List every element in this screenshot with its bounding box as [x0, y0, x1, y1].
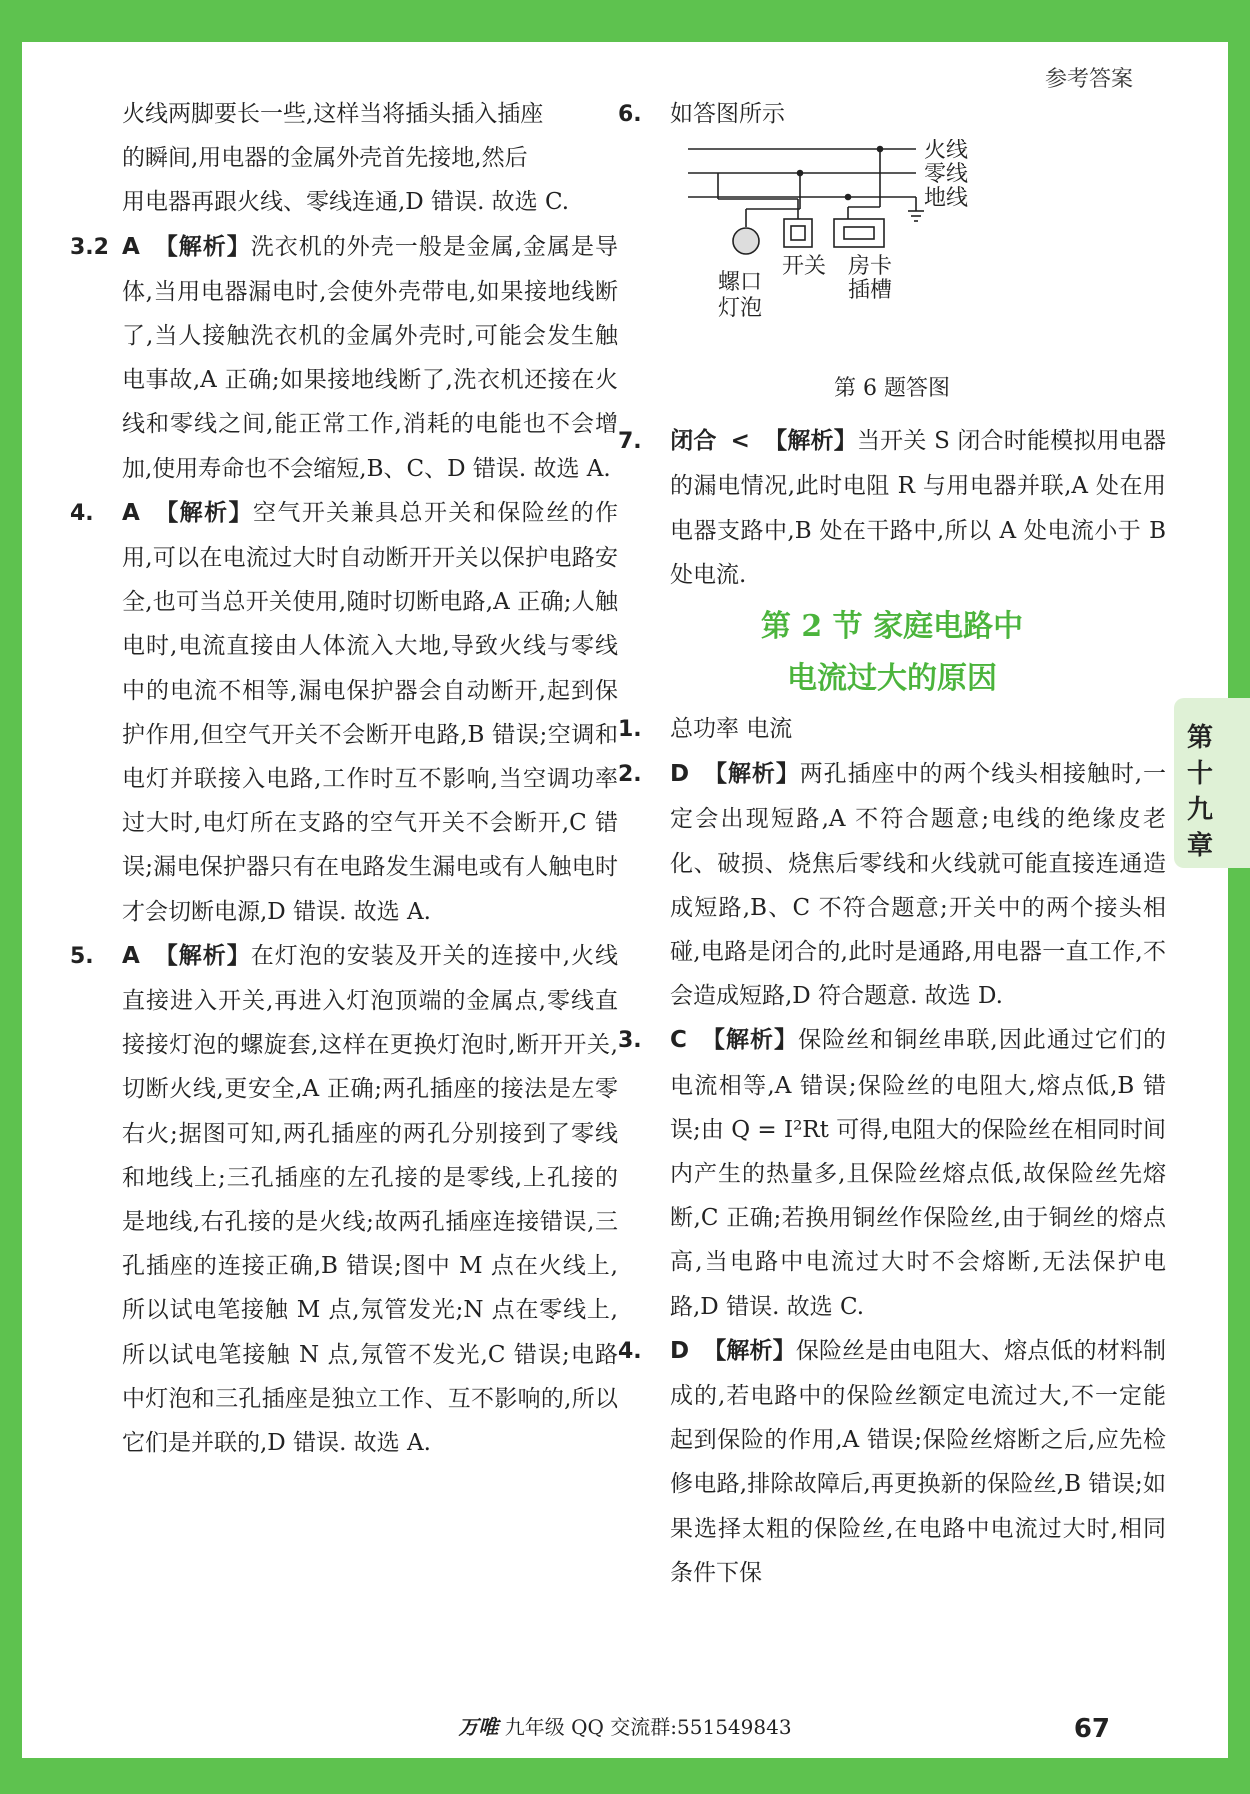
answer-item-s4: [618, 1329, 1166, 1595]
frame-bottom: [0, 1758, 1250, 1794]
item-number: 7.: [618, 429, 642, 455]
item-text: 总功率 电流: [670, 716, 793, 743]
item-answer: D: [670, 1337, 690, 1364]
item-text: 保险丝和铜丝串联,因此通过它们的电流相等,A 错误;保险丝的电阻大,熔点低,B 错误;由 Q = I²Rt 可得,电阻大的保险丝在相同时间内产生的热量多,且保险丝熔点低,故保险丝先熔断,C 正确;若换用铜丝作保险丝,由于铜丝的熔点高,当电路中电流过大时不会熔断,无法保护电路,D 错误. 故选 C.: [670, 1027, 1167, 1320]
item-answer: A: [122, 233, 140, 260]
figure-caption: 第 6 题答图: [834, 376, 950, 402]
frame-top: [0, 0, 1250, 42]
answer-item-s2: [618, 752, 1166, 1018]
section-title-line-2: 电流过大的原因: [787, 661, 997, 697]
item-text: 保险丝是由电阻大、熔点低的材料制成的,若电路中的保险丝额定电流过大,不一定能起到保险的作用,A 错误;保险丝熔断之后,应先检修电路,排除故障后,再更换新的保险丝,B 错误;如果选择太粗的保险丝,在电路中电流过大时,相同条件下保: [670, 1337, 1167, 1586]
intro-line: 的瞬间,用电器的金属外壳首先接地,然后: [122, 145, 528, 172]
item-number: 2.: [618, 762, 642, 788]
label-bulb-2: 灯泡: [718, 296, 763, 322]
left-column: [70, 92, 618, 1465]
item-number: 6.: [618, 102, 642, 127]
page-number: 67: [1073, 1714, 1110, 1744]
answer-item-7: [618, 419, 1166, 597]
answer-item-3-2: [70, 225, 618, 491]
item-text: 空气开关兼具总开关和保险丝的作用,可以在电流过大时自动断开开关以保护电路安全,也可当总开关使用,随时切断电路,A 正确;人触电时,电流直接由人体流入大地,导致火线与零线中的电流不相等,漏电保护器会自动断开,起到保护作用,但空气开关不会断开电路,B 错误;空调和电灯并联接入电路,工作时互不影响,当空调功率过大时,电灯所在支路的空气开关不会断开,C 错误;漏电保护器只有在电路发生漏电或有人触电时才会切断电源,D 错误. 故选 A.: [122, 499, 619, 925]
item-text: 当开关 S 闭合时能模拟用电器的漏电情况,此时电阻 R 与用电器并联,A 处在用电器支路中,B 处在干路中,所以 A 处电流小于 B 处电流.: [670, 428, 1166, 588]
item-answer: D: [670, 761, 690, 788]
circuit-diagram: [688, 139, 1148, 361]
footer-text: 九年级 QQ 交流群:551549843: [504, 1715, 792, 1739]
chapter-tab: [1174, 698, 1250, 868]
analysis-tag: 【解析】: [703, 761, 800, 788]
label-card-1: 房卡: [848, 254, 893, 280]
analysis-tag: 【解析】: [153, 499, 253, 526]
analysis-tag: 【解析】: [700, 1027, 799, 1054]
page: [22, 42, 1228, 1758]
answer-item-4: [70, 491, 618, 934]
intro-line: 火线两脚要长一些,这样当将插头插入插座: [122, 101, 544, 127]
item-text: 如答图所示: [670, 101, 785, 127]
item-answer: C: [670, 1027, 687, 1054]
label-live: 火线: [924, 139, 969, 164]
item-text: 两孔插座中的两个线头相接触时,一定会出现短路,A 不符合题意;电线的绝缘皮老化、破损、烧焦后零线和火线就可能直接连通造成短路,B、C 不符合题意;开关中的两个接头相碰,电路是闭合的,此时是通路,用电器一直工作,不会造成短路,D 符合题意. 故选 D.: [670, 761, 1167, 1010]
analysis-tag: 【解析】: [153, 942, 251, 969]
frame-left: [0, 0, 22, 1794]
item-answer: A: [122, 499, 140, 526]
section-title-line-1: 第 2 节 家庭电路中: [760, 609, 1024, 645]
section-title: [618, 601, 1166, 705]
brand-logo: 万唯: [458, 1715, 499, 1739]
item-answer-2: <: [730, 428, 750, 455]
frame-right: [1228, 0, 1250, 1794]
chapter-tab-label: 第十九章: [1186, 723, 1213, 861]
item-number: 3.2: [70, 234, 109, 260]
answer-item-6: [618, 92, 1166, 137]
item-number: 1.: [618, 717, 642, 743]
item-number: 3.: [618, 1028, 642, 1054]
item-number: 5.: [70, 943, 94, 969]
answer-item-5: [70, 934, 618, 1465]
item-text: 洗衣机的外壳一般是金属,金属是导体,当用电器漏电时,会使外壳带电,如果接地线断了,当人接触洗衣机的金属外壳时,可能会发生触电事故,A 正确;如果接地线断了,洗衣机还接在火线和零线之间,能正常工作,消耗的电能也不会增加,使用寿命也不会缩短,B、C、D 错误. 故选 A.: [122, 233, 618, 482]
analysis-tag: 【解析】: [153, 233, 251, 260]
label-bulb-1: 螺口: [718, 270, 763, 296]
header-label: 参考答案: [1044, 67, 1133, 92]
analysis-tag: 【解析】: [703, 1337, 796, 1364]
answer-item-s3: [618, 1018, 1166, 1328]
item-number: 4.: [70, 500, 94, 526]
label-neutral: 零线: [924, 162, 969, 188]
answer-item-s1: [618, 707, 1166, 752]
right-column: [618, 92, 1166, 1595]
label-switch: 开关: [782, 254, 827, 280]
analysis-tag: 【解析】: [763, 428, 857, 455]
item-number: 4.: [618, 1338, 642, 1364]
footer: [22, 1711, 1228, 1740]
circuit-figure: [618, 137, 1166, 419]
item-answer: A: [122, 942, 140, 969]
label-card-2: 插槽: [848, 278, 893, 304]
label-ground: 地线: [924, 186, 969, 212]
intro-line: 用电器再跟火线、零线连通,D 错误. 故选 C.: [122, 189, 570, 216]
item-text: 在灯泡的安装及开关的连接中,火线直接进入开关,再进入灯泡顶端的金属点,零线直接接灯泡的螺旋套,这样在更换灯泡时,断开开关,切断火线,更安全,A 正确;两孔插座的接法是左零右火;据图可知,两孔插座的两孔分别接到了零线和地线上;三孔插座的左孔接的是零线,上孔接的是地线,右孔接的是火线;故两孔插座连接错误,三孔插座的连接正确,B 错误;图中 M 点在火线上,所以试电笔接触 M 点,氖管发光;N 点在零线上,所以试电笔接触 N 点,氖管不发光,C 错误;电路中灯泡和三孔插座是独立工作、互不影响的,所以它们是并联的,D 错误. 故选 A.: [122, 942, 618, 1457]
item-answer: 闭合: [670, 428, 717, 455]
